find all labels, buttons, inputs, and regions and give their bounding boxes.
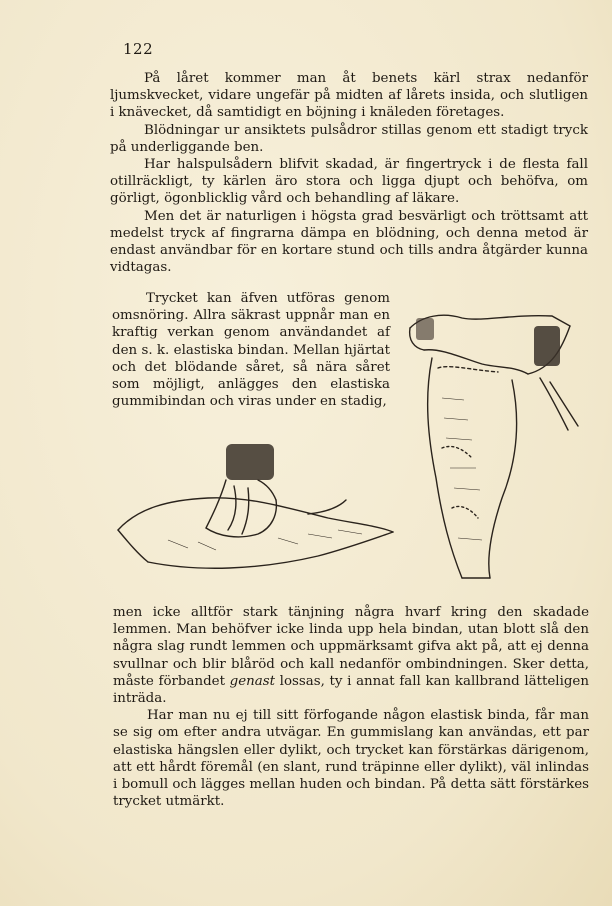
page-number: 122 [123, 40, 154, 58]
paragraph-carotid: Har halspulsådern blifvit skadad, är fingertryck i de flesta fall otillräckligt, ty kärlen äro stora och ligga djupt och behöfva, om görligt, ögonblicklig vård och behandling af läkare. [110, 157, 588, 207]
text-block-mid [112, 290, 390, 410]
paragraph-finger-pressure: Men det är naturligen i högsta grad besvärligt och tröttsamt att medelst tryck af fingrarna dämpa en blödning, och denna metod är endast användbar för en kortare stund och tills andra åtgärder kunna vidtagas. [110, 208, 588, 276]
continuation-text-2: lossas, ty i annat fall kan kallbrand lätteligen inträda. [113, 673, 589, 707]
hand-pressure-illustration [108, 430, 398, 580]
paragraph-alternatives: Har man nu ej till sitt förfogande någon elastisk binda, får man se sig om efter andra utvägar. En gummislang kan användas, ett par elastiska hängslen eller dylikt, och trycket kan förstärkas därigenom, att ett hårdt föremål (en slant, rund träpinne eller dylikt), väl inlindas i bomull och lägges mellan huden och bindan. På detta sätt förstärkes trycket utmärkt. [113, 708, 589, 810]
cuff [226, 444, 274, 480]
continuation-text-1: men icke alltför stark tänjning några hvarf kring den skadade lemmen. Man behöfver icke linda upp hela bindan, utan blott slå den några slag rundt lemmen och uppmärksamt gifva akt på, att ej denna svullnar och blir blåröd och kall nedanför ombindningen. Sker detta, måste förbandet [113, 605, 589, 689]
paragraph-thigh-vessels: På låret kommer man åt benets kärl strax nedanför ljumskvecket, vidare ungefär på midten af lårets insida, och slutligen i knävecket, då samtidigt en böjning i knäleden företages. [110, 71, 588, 121]
text-block-bottom [113, 604, 589, 810]
paragraph-bandage-continuation [113, 604, 589, 707]
bandaged-leg-illustration [402, 308, 582, 586]
paragraph-elastic-bandage: Trycket kan äfven utföras genom omsnöring. Allra säkrast uppnår man en kraftig verkan genom användandet af den s. k. elastiska bindan. Mellan hjärtat och det blödande såret, så nära såret som möjligt, anlägges den elastiska gummibindan och viras under en stadig, [112, 291, 390, 410]
paragraph-face-arteries: Blödningar ur ansiktets pulsådror stillas genom ett stadigt tryck på underliggande ben. [110, 122, 588, 155]
text-block-top [110, 70, 588, 276]
emphasis-genast: genast [229, 673, 276, 689]
